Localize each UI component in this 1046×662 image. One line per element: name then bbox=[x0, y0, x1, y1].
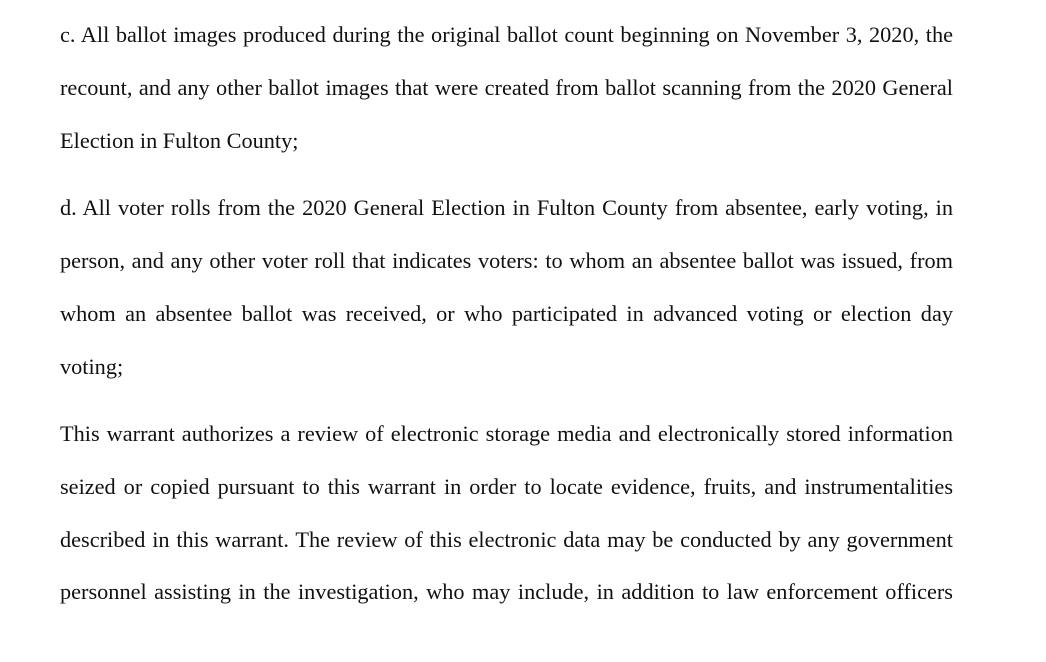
text-line: d. All voter rolls from the 2020 General Election in Fulton County from absentee, early voting, in bbox=[60, 195, 953, 220]
text-line: voting; bbox=[60, 354, 124, 379]
text-line: recount, and any other ballot images that were created from ballot scanning from the 2020 General bbox=[60, 75, 953, 100]
text-line: person, and any other voter roll that indicates voters: to whom an absentee ballot was issued, from bbox=[60, 248, 953, 273]
text-line: seized or copied pursuant to this warrant in order to locate evidence, fruits, and instrumentalities bbox=[60, 474, 953, 499]
text-line: described in this warrant. The review of this electronic data may be conducted by any government bbox=[60, 527, 953, 552]
text-line: c. All ballot images produced during the original ballot count beginning on November 3, 2020, the bbox=[60, 22, 953, 47]
text-line: whom an absentee ballot was received, or who participated in advanced voting or election day bbox=[60, 301, 953, 326]
text-line: personnel assisting in the investigation, who may include, in addition to law enforcement officers bbox=[60, 579, 953, 604]
text-line: This warrant authorizes a review of electronic storage media and electronically stored information bbox=[60, 421, 953, 446]
text-line: Election in Fulton County; bbox=[60, 128, 299, 153]
